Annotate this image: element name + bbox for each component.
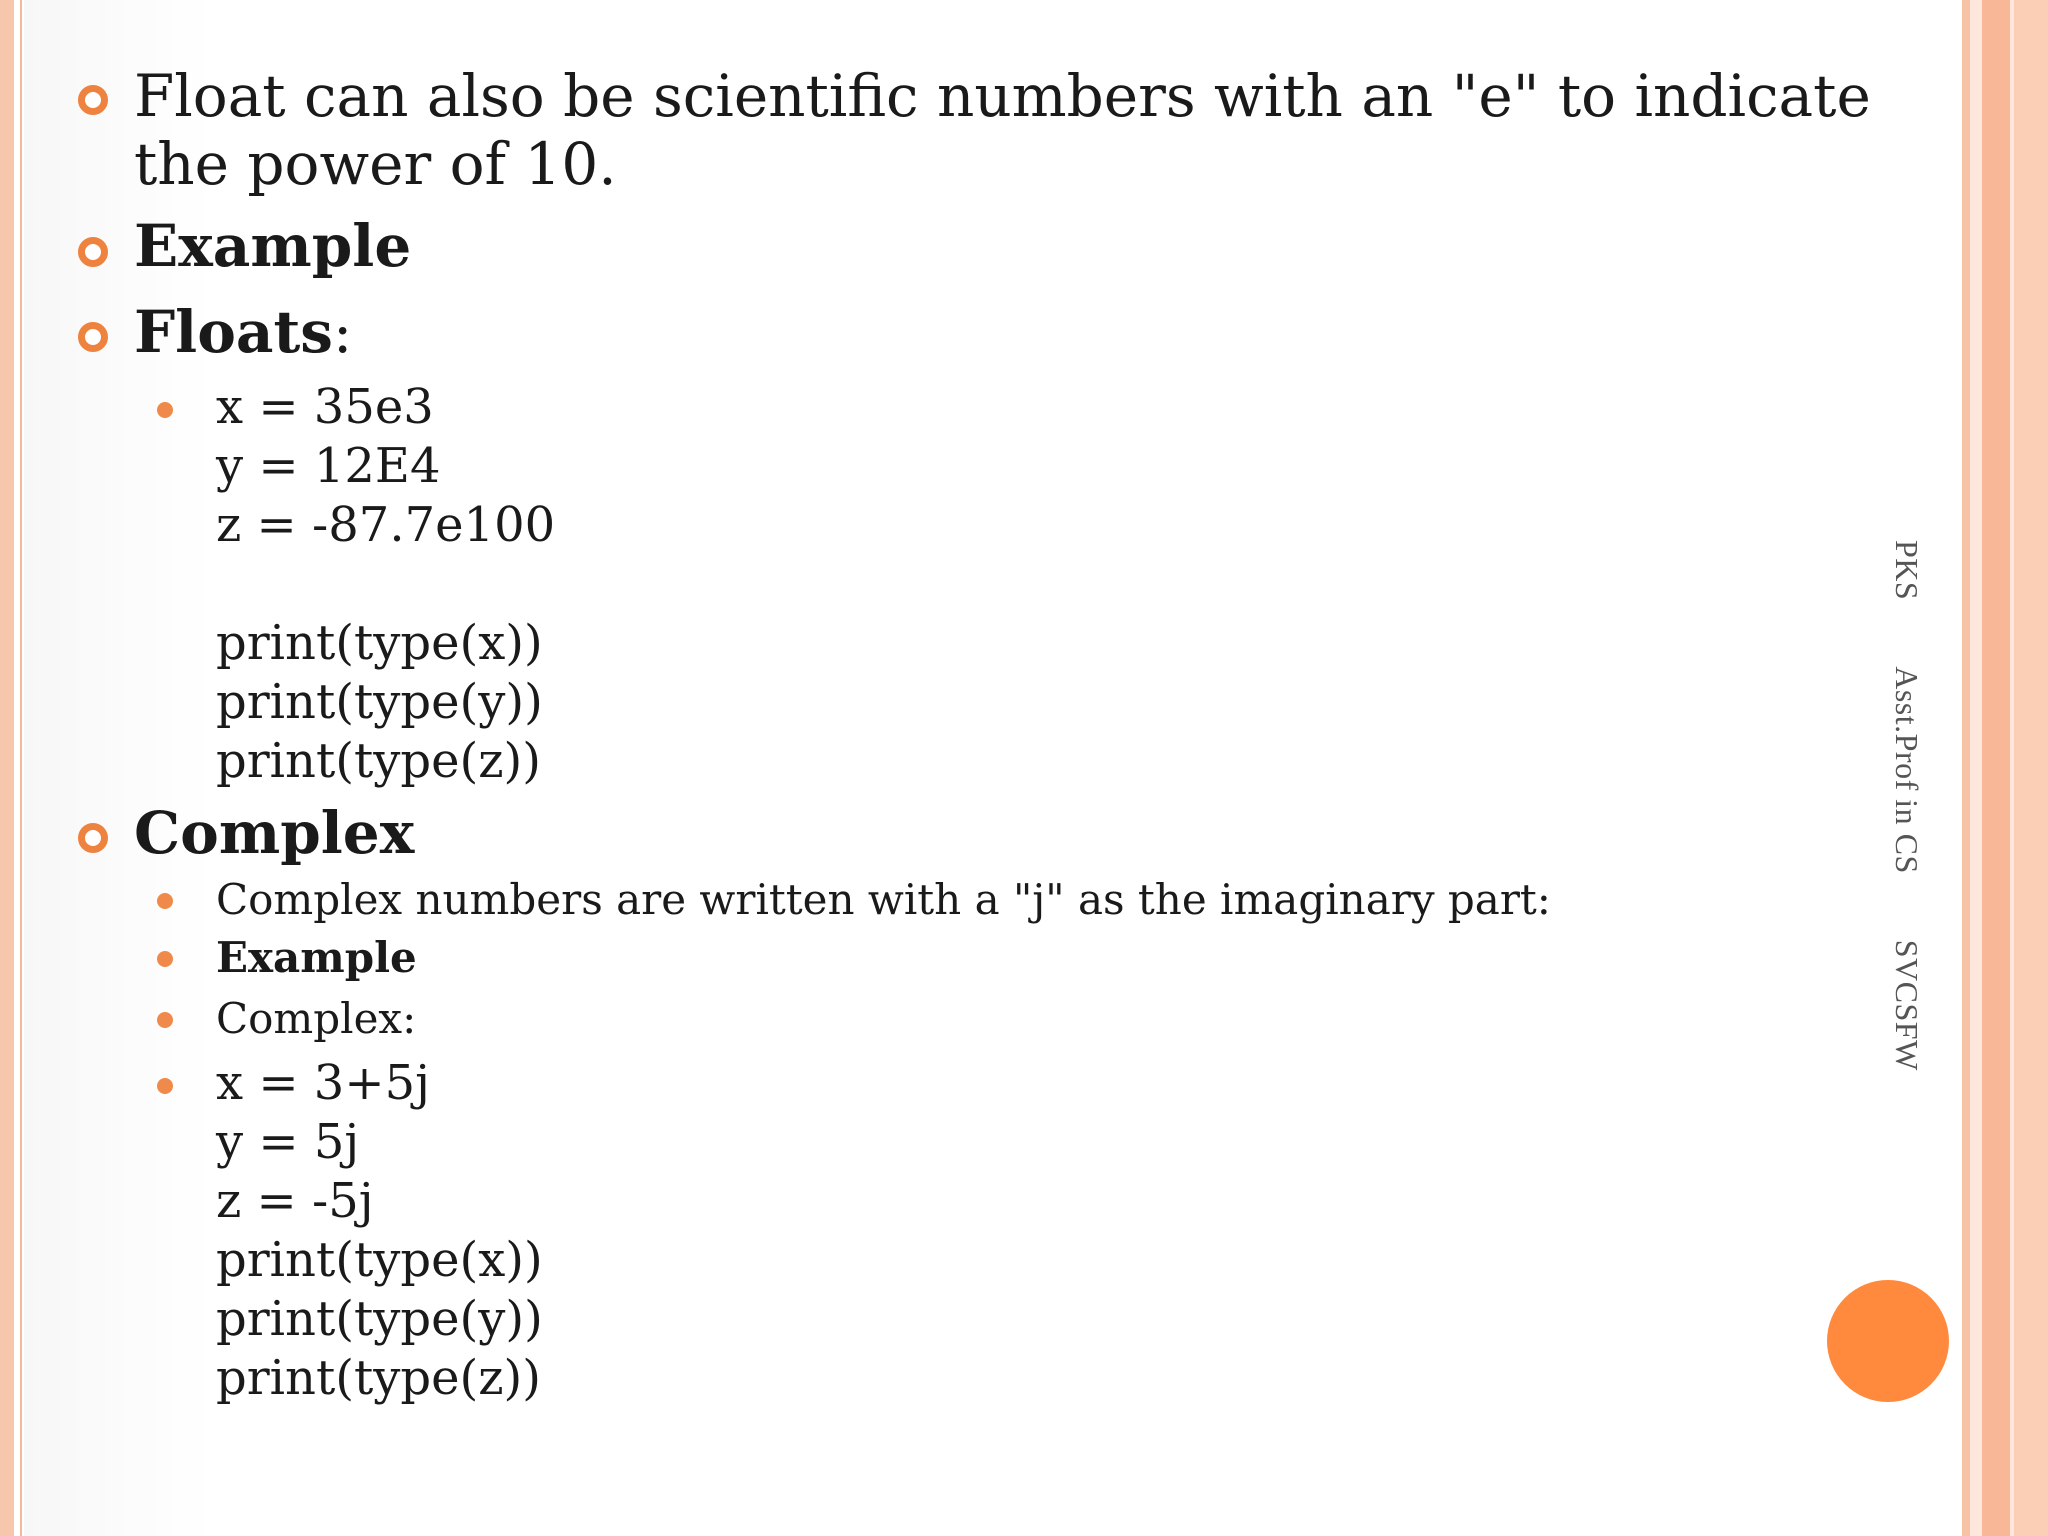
left-border — [0, 0, 14, 1536]
bullet-floats — [134, 298, 1934, 366]
complex-code-line: z = -5j — [216, 1173, 374, 1229]
complex-code-line: print(type(y)) — [216, 1291, 543, 1347]
floats-code-line: print(type(z)) — [216, 733, 541, 789]
complex-label: Complex: — [216, 994, 417, 1043]
bullet-float-scientific: Float can also be scientific numbers with an "e" to indicate the power of 10. — [134, 62, 1871, 198]
floats-code-line: print(type(y)) — [216, 674, 543, 730]
complex-code-line: print(type(z)) — [216, 1350, 541, 1406]
floats-code-line: x = 35e3 — [216, 379, 434, 435]
complex-example: Example — [216, 933, 417, 982]
ring-bullet-icon — [78, 85, 108, 115]
complex-description: Complex numbers are written with a "j" as the imaginary part: — [216, 875, 1551, 924]
ring-bullet-icon — [78, 823, 108, 853]
right-border-end — [2014, 0, 2048, 1536]
complex-code-line: print(type(x)) — [216, 1232, 543, 1288]
ring-bullet-icon — [78, 322, 108, 352]
floats-code-line: print(type(x)) — [216, 615, 543, 671]
floats-code-line: z = -87.7e100 — [216, 497, 556, 553]
dot-bullet-icon — [157, 402, 173, 418]
ring-bullet-icon — [78, 237, 108, 267]
decorative-circle — [1827, 1280, 1949, 1402]
floats-colon: : — [332, 298, 353, 366]
dot-bullet-icon — [157, 951, 173, 967]
footer-institution: SVCSFW — [1889, 939, 1925, 1071]
bullet-example: Example — [134, 212, 412, 280]
left-border-line — [20, 0, 22, 1536]
bullet-complex: Complex — [134, 799, 415, 867]
floats-label: Floats — [134, 298, 333, 366]
footer-author: PKS — [1889, 540, 1925, 601]
right-border-band — [1962, 0, 1970, 1536]
right-border-gap — [1970, 0, 1982, 1536]
right-border-wide — [1982, 0, 2010, 1536]
floats-code-line: y = 12E4 — [216, 438, 441, 494]
complex-code-line: y = 5j — [216, 1114, 360, 1170]
footer-title: Asst.Prof in CS — [1889, 666, 1925, 874]
dot-bullet-icon — [157, 893, 173, 909]
dot-bullet-icon — [157, 1012, 173, 1028]
dot-bullet-icon — [157, 1078, 173, 1094]
complex-code-line: x = 3+5j — [216, 1055, 430, 1111]
